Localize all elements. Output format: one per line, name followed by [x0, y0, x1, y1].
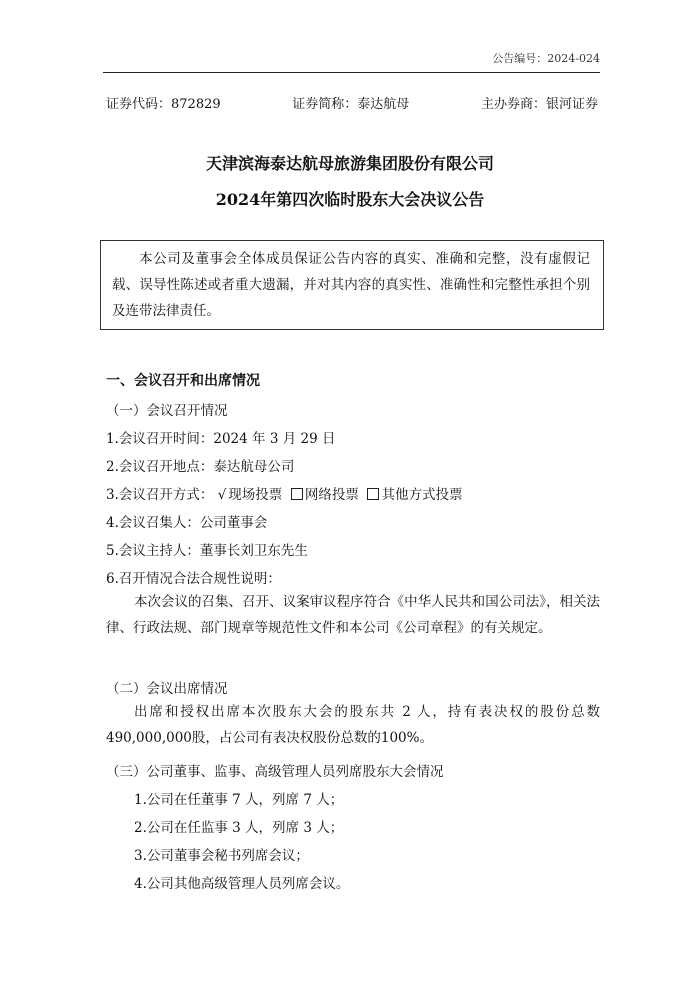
- disclaimer-box: 本公司及董事会全体成员保证公告内容的真实、准确和完整，没有虚假记载、误导性陈述或者重大遗漏，并对其内容的真实性、准确性和完整性承担个别及连带法律责任。: [100, 240, 604, 330]
- meeting-location: 2.会议召开地点：泰达航母公司: [106, 459, 295, 475]
- lead-broker: 主办券商：银河证券: [480, 97, 598, 112]
- header-rule: [103, 72, 600, 73]
- checkbox-empty-icon: [367, 488, 379, 500]
- section-heading-meeting: 一、会议召开和出席情况: [106, 373, 260, 389]
- securities-info-row: [106, 93, 598, 112]
- legality-text: 本次会议的召集、召开、议案审议程序符合《中华人民共和国公司法》，相关法律、行政法规、部门规章等规范性文件和本公司《公司章程》的有关规定。: [106, 594, 600, 636]
- executives-attendance: 4.公司其他高级管理人员列席会议。: [134, 876, 350, 892]
- security-code: 证券代码：872829: [106, 97, 221, 112]
- subsection-heading-attendance: （二）会议出席情况: [106, 681, 228, 697]
- checkmark-icon: √: [217, 487, 227, 503]
- directors-attendance: 1.公司在任董事 7 人，列席 7 人；: [134, 792, 344, 808]
- meeting-host: 5.会议主持人：董事长刘卫东先生: [106, 543, 308, 559]
- security-abbreviation: 证券简称：泰达航母: [292, 97, 410, 112]
- document-title: 2024年第四次临时股东大会决议公告: [215, 190, 485, 209]
- meeting-method-label: 3.会议召开方式：: [106, 487, 214, 503]
- secretary-attendance: 3.公司董事会秘书列席会议；: [134, 848, 309, 864]
- subsection-heading-officers: （三）公司董事、监事、高级管理人员列席股东大会情况: [106, 764, 444, 780]
- subsection-heading-convening: （一）会议召开情况: [106, 403, 228, 419]
- company-name: 天津滨海泰达航母旅游集团股份有限公司: [205, 154, 494, 173]
- supervisors-attendance: 2.公司在任监事 3 人，列席 3 人；: [134, 820, 344, 836]
- meeting-convener: 4.会议召集人：公司董事会: [106, 515, 268, 531]
- attendance-text: 出席和授权出席本次股东大会的股东共 2 人，持有表决权的股份总数490,000,000股，占公司有表决权股份总数的100%。: [106, 704, 600, 746]
- option-online-voting: 网络投票: [304, 487, 359, 503]
- announcement-number: 公告编号：2024-024: [492, 52, 600, 65]
- checkbox-empty-icon: [291, 488, 303, 500]
- meeting-method: [106, 483, 462, 503]
- option-onsite-voting: 现场投票: [228, 487, 283, 503]
- meeting-time: 1.会议召开时间：2024 年 3 月 29 日: [106, 431, 336, 447]
- legality-heading: 6.召开情况合法合规性说明：: [106, 571, 281, 587]
- option-other-voting: 其他方式投票: [381, 487, 463, 503]
